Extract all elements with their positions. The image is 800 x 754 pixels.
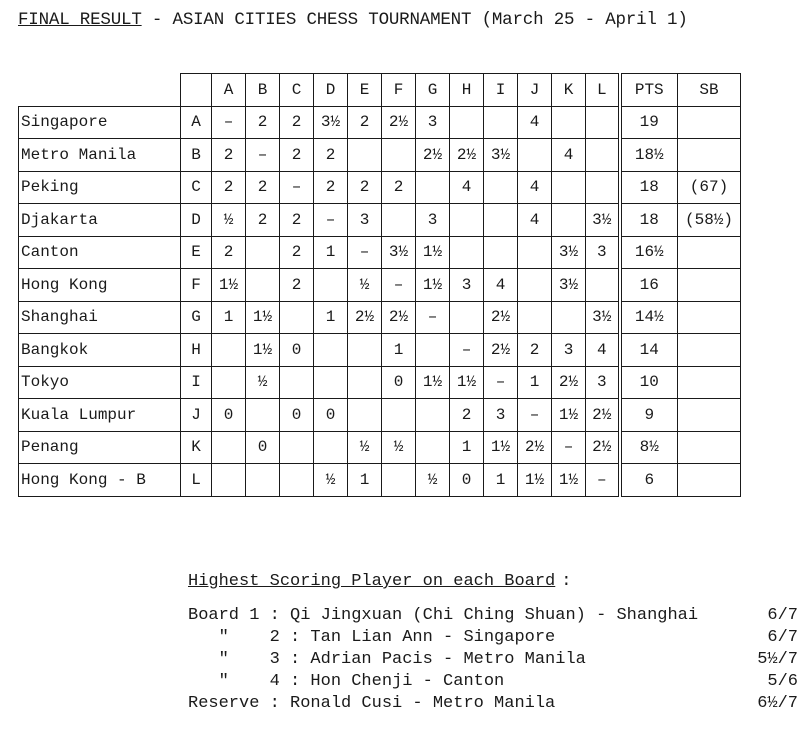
score-cell: 2 [212, 171, 246, 204]
score-cell: ½ [382, 431, 416, 464]
team-name: Hong Kong - B [19, 464, 181, 497]
score-cell [518, 301, 552, 334]
score-cell: 2½ [450, 139, 484, 172]
team-code: H [181, 334, 212, 367]
score-cell: 3 [586, 236, 620, 269]
score-cell [280, 431, 314, 464]
team-code: E [181, 236, 212, 269]
sb-cell [678, 399, 741, 432]
score-cell: – [518, 399, 552, 432]
column-header-d: D [314, 74, 348, 107]
score-cell: – [348, 236, 382, 269]
board-line [188, 627, 800, 649]
score-cell: ½ [314, 464, 348, 497]
points-cell: 10 [620, 366, 678, 399]
score-cell: 3 [484, 399, 518, 432]
score-cell: 2 [246, 171, 280, 204]
board-line [188, 605, 800, 627]
score-cell: 2 [246, 106, 280, 139]
score-cell: 2½ [348, 301, 382, 334]
score-cell [450, 106, 484, 139]
score-cell [484, 236, 518, 269]
score-cell: 3 [416, 106, 450, 139]
table-row [19, 106, 741, 139]
score-cell: 1½ [212, 269, 246, 302]
score-cell: 1½ [552, 464, 586, 497]
highest-title-colon: : [561, 572, 572, 591]
score-cell: 0 [280, 399, 314, 432]
score-cell [552, 171, 586, 204]
score-cell [518, 139, 552, 172]
score-cell [416, 334, 450, 367]
score-cell: 3½ [314, 106, 348, 139]
highest-heading [188, 572, 800, 591]
team-name: Kuala Lumpur [19, 399, 181, 432]
score-cell: 2 [348, 106, 382, 139]
points-cell: 18 [620, 171, 678, 204]
score-cell: 2½ [484, 301, 518, 334]
score-cell: 3 [450, 269, 484, 302]
score-cell [348, 334, 382, 367]
team-code: B [181, 139, 212, 172]
score-cell: 1½ [552, 399, 586, 432]
team-name: Canton [19, 236, 181, 269]
sb-header: SB [678, 74, 741, 107]
score-cell: 3½ [586, 301, 620, 334]
score-cell: 3½ [552, 269, 586, 302]
score-cell [552, 204, 586, 237]
score-cell [552, 106, 586, 139]
column-header-g: G [416, 74, 450, 107]
score-cell: 2½ [484, 334, 518, 367]
points-cell: 14½ [620, 301, 678, 334]
score-cell [212, 464, 246, 497]
sb-cell [678, 139, 741, 172]
score-cell: 2½ [586, 431, 620, 464]
score-cell: – [212, 106, 246, 139]
score-cell: ½ [212, 204, 246, 237]
team-name: Shanghai [19, 301, 181, 334]
score-cell: 2 [382, 171, 416, 204]
score-cell: 1½ [416, 236, 450, 269]
score-cell: 4 [586, 334, 620, 367]
board-score: 6½/7 [757, 694, 798, 713]
score-cell [484, 204, 518, 237]
score-cell [450, 301, 484, 334]
score-cell [416, 399, 450, 432]
score-cell [484, 171, 518, 204]
score-cell [280, 301, 314, 334]
score-cell: 4 [518, 204, 552, 237]
sb-cell [678, 334, 741, 367]
points-cell: 8½ [620, 431, 678, 464]
table-row [19, 431, 741, 464]
board-line [188, 671, 800, 693]
sb-cell: (67) [678, 171, 741, 204]
board-line [188, 693, 800, 715]
sb-cell [678, 464, 741, 497]
score-cell: – [314, 204, 348, 237]
score-cell: 2 [518, 334, 552, 367]
score-cell: 1 [348, 464, 382, 497]
team-code: K [181, 431, 212, 464]
board-score: 6/7 [767, 628, 798, 647]
board-score: 5/6 [767, 672, 798, 691]
score-cell [382, 139, 416, 172]
score-cell [518, 236, 552, 269]
sb-cell [678, 236, 741, 269]
score-cell: 2 [280, 106, 314, 139]
score-cell [382, 464, 416, 497]
team-code: F [181, 269, 212, 302]
points-cell: 6 [620, 464, 678, 497]
score-cell: 3 [416, 204, 450, 237]
board-player: " 2 : Tan Lian Ann - Singapore [188, 628, 556, 647]
score-cell: 2 [280, 139, 314, 172]
table-row [19, 269, 741, 302]
score-cell [586, 106, 620, 139]
board-score: 6/7 [767, 606, 798, 625]
score-cell: 1½ [518, 464, 552, 497]
sb-cell [678, 366, 741, 399]
page-title [18, 10, 688, 30]
score-cell: 2½ [382, 106, 416, 139]
points-cell: 16 [620, 269, 678, 302]
score-cell: 2 [348, 171, 382, 204]
results-table [18, 73, 741, 497]
score-cell: – [246, 139, 280, 172]
points-cell: 18 [620, 204, 678, 237]
team-name: Singapore [19, 106, 181, 139]
score-cell: 2 [314, 171, 348, 204]
score-cell: 1½ [450, 366, 484, 399]
score-cell [552, 301, 586, 334]
points-cell: 16½ [620, 236, 678, 269]
column-header-f: F [382, 74, 416, 107]
team-name: Metro Manila [19, 139, 181, 172]
sb-cell [678, 301, 741, 334]
score-cell: 1½ [416, 366, 450, 399]
highest-scoring-section [188, 572, 800, 715]
score-cell [416, 171, 450, 204]
score-cell [314, 431, 348, 464]
score-cell: 1 [450, 431, 484, 464]
score-cell [484, 106, 518, 139]
score-cell: 4 [518, 106, 552, 139]
score-cell [348, 399, 382, 432]
score-cell [450, 236, 484, 269]
score-cell: 1½ [246, 334, 280, 367]
table-row [19, 366, 741, 399]
score-cell: 1½ [246, 301, 280, 334]
score-cell: 0 [246, 431, 280, 464]
score-cell: 3½ [586, 204, 620, 237]
team-code: G [181, 301, 212, 334]
board-player: " 3 : Adrian Pacis - Metro Manila [188, 650, 586, 669]
score-cell [212, 431, 246, 464]
score-cell: 1 [314, 236, 348, 269]
score-cell: 4 [552, 139, 586, 172]
score-cell [246, 464, 280, 497]
score-cell: 0 [450, 464, 484, 497]
score-cell [348, 139, 382, 172]
column-header-h: H [450, 74, 484, 107]
table-row [19, 204, 741, 237]
score-cell: 0 [280, 334, 314, 367]
table-row [19, 399, 741, 432]
score-cell: – [416, 301, 450, 334]
table-row [19, 334, 741, 367]
score-cell: 3½ [382, 236, 416, 269]
title-rest: - ASIAN CITIES CHESS TOURNAMENT (March 25 - April 1) [141, 10, 688, 30]
team-name: Penang [19, 431, 181, 464]
score-cell: 3½ [552, 236, 586, 269]
score-cell: ½ [416, 464, 450, 497]
score-cell: ½ [246, 366, 280, 399]
score-cell: 2 [280, 204, 314, 237]
team-code: D [181, 204, 212, 237]
score-cell [416, 431, 450, 464]
score-cell: – [552, 431, 586, 464]
score-cell [314, 366, 348, 399]
score-cell: – [450, 334, 484, 367]
points-cell: 9 [620, 399, 678, 432]
score-cell: 4 [518, 171, 552, 204]
score-cell [246, 236, 280, 269]
score-cell: 1 [314, 301, 348, 334]
score-cell: 2 [212, 139, 246, 172]
score-cell [212, 334, 246, 367]
score-cell: 3 [348, 204, 382, 237]
column-header-c: C [280, 74, 314, 107]
score-cell: ½ [348, 269, 382, 302]
score-cell [348, 366, 382, 399]
score-cell: 1½ [484, 431, 518, 464]
points-cell: 19 [620, 106, 678, 139]
score-cell: 2 [314, 139, 348, 172]
score-cell: 2½ [552, 366, 586, 399]
team-code: J [181, 399, 212, 432]
score-cell: 2½ [586, 399, 620, 432]
score-cell [314, 334, 348, 367]
score-cell: 1 [518, 366, 552, 399]
team-code: C [181, 171, 212, 204]
pts-header: PTS [620, 74, 678, 107]
score-cell: 2½ [416, 139, 450, 172]
score-cell: 0 [212, 399, 246, 432]
score-cell: 1 [382, 334, 416, 367]
score-cell: 2 [212, 236, 246, 269]
sb-cell [678, 269, 741, 302]
score-cell: 4 [484, 269, 518, 302]
board-player: Board 1 : Qi Jingxuan (Chi Ching Shuan) - Shanghai [188, 606, 699, 625]
sb-cell: (58½) [678, 204, 741, 237]
sb-cell [678, 431, 741, 464]
column-header-e: E [348, 74, 382, 107]
team-code: I [181, 366, 212, 399]
board-list [188, 605, 800, 715]
corner-blank-cell [19, 74, 181, 107]
score-cell [280, 464, 314, 497]
team-name: Bangkok [19, 334, 181, 367]
points-cell: 18½ [620, 139, 678, 172]
team-code: A [181, 106, 212, 139]
score-cell [450, 204, 484, 237]
score-cell: 3 [586, 366, 620, 399]
score-cell [586, 171, 620, 204]
score-cell: – [586, 464, 620, 497]
score-cell: 2 [450, 399, 484, 432]
score-cell: 0 [382, 366, 416, 399]
table-row [19, 139, 741, 172]
score-cell: 3½ [484, 139, 518, 172]
score-cell [586, 269, 620, 302]
table-row [19, 236, 741, 269]
score-cell: 2 [246, 204, 280, 237]
score-cell: 2 [280, 269, 314, 302]
score-cell: 4 [450, 171, 484, 204]
score-cell: 3 [552, 334, 586, 367]
column-header-i: I [484, 74, 518, 107]
score-cell [280, 366, 314, 399]
score-cell [586, 139, 620, 172]
board-player: " 4 : Hon Chenji - Canton [188, 672, 505, 691]
board-player: Reserve : Ronald Cusi - Metro Manila [188, 694, 556, 713]
sb-cell [678, 106, 741, 139]
score-cell [518, 269, 552, 302]
points-cell: 14 [620, 334, 678, 367]
team-name: Hong Kong [19, 269, 181, 302]
column-header-l: L [586, 74, 620, 107]
score-cell: 1 [212, 301, 246, 334]
score-cell [246, 399, 280, 432]
title-underlined: FINAL RESULT [18, 10, 142, 30]
score-cell: 1½ [416, 269, 450, 302]
team-name: Djakarta [19, 204, 181, 237]
highest-title: Highest Scoring Player on each Board [188, 572, 556, 591]
score-cell: 2½ [518, 431, 552, 464]
score-cell: 2 [280, 236, 314, 269]
score-cell: – [484, 366, 518, 399]
team-name: Tokyo [19, 366, 181, 399]
column-header-j: J [518, 74, 552, 107]
header-row [19, 74, 741, 107]
table-row [19, 301, 741, 334]
score-cell [382, 399, 416, 432]
table-row [19, 464, 741, 497]
score-cell: ½ [348, 431, 382, 464]
score-cell: 2½ [382, 301, 416, 334]
team-code: L [181, 464, 212, 497]
score-cell [382, 204, 416, 237]
score-cell [246, 269, 280, 302]
board-line [188, 649, 800, 671]
score-cell: 0 [314, 399, 348, 432]
score-cell [212, 366, 246, 399]
code-header-cell [181, 74, 212, 107]
score-cell: 1 [484, 464, 518, 497]
table-row [19, 171, 741, 204]
column-header-k: K [552, 74, 586, 107]
score-cell [314, 269, 348, 302]
board-score: 5½/7 [757, 650, 798, 669]
team-name: Peking [19, 171, 181, 204]
column-header-a: A [212, 74, 246, 107]
column-header-b: B [246, 74, 280, 107]
score-cell: – [280, 171, 314, 204]
score-cell: – [382, 269, 416, 302]
